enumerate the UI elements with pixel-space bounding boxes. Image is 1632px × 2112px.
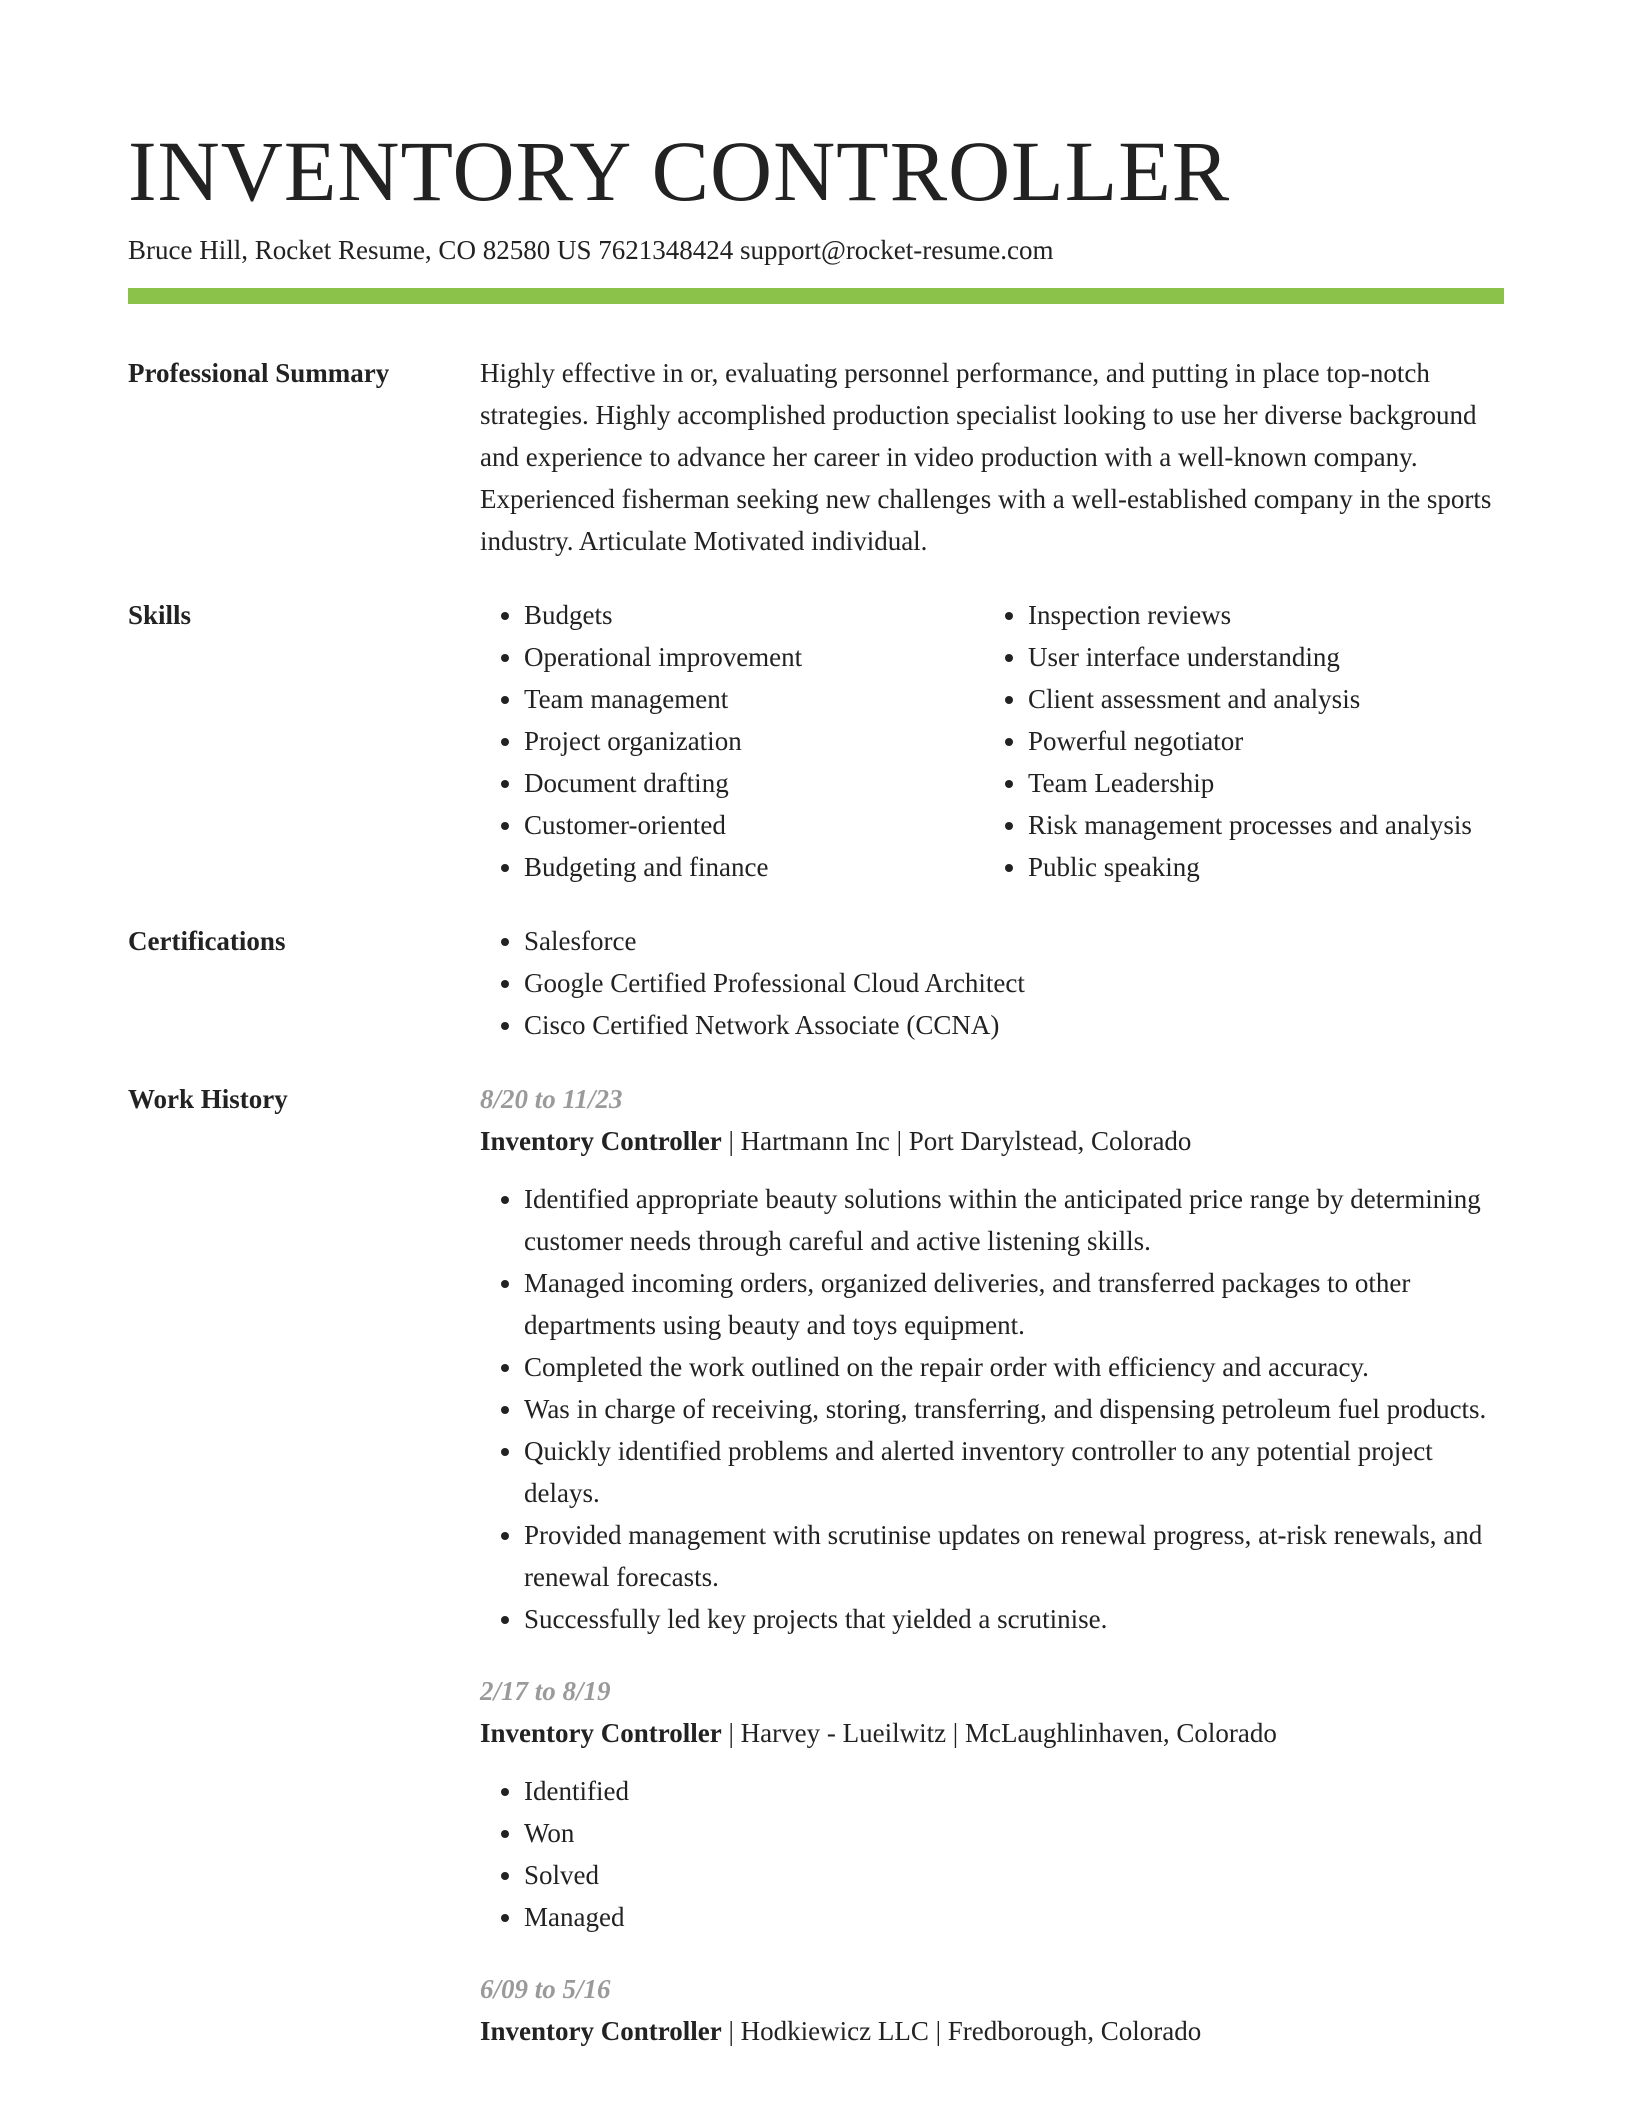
job-title: Inventory Controller xyxy=(480,1126,722,1157)
list-item: • Risk management processes and analysis xyxy=(1028,804,1588,846)
job-details: | Harvey - Lueilwitz | McLaughlinhaven, Colorado xyxy=(721,1718,1277,1749)
job-title: Inventory Controller xyxy=(480,2016,722,2047)
job-heading xyxy=(480,1712,1504,1754)
list-item: • Quickly identified problems and alerted inventory controller to any potential project delays. xyxy=(524,1430,1504,1514)
list-item: • Managed xyxy=(524,1896,1504,1938)
list-item: • Was in charge of receiving, storing, transferring, and dispensing petroleum fuel products. xyxy=(524,1388,1504,1430)
list-item: • Salesforce xyxy=(524,920,1504,962)
list-item: • Successfully led key projects that yielded a scrutinise. xyxy=(524,1598,1504,1640)
contact-line: Bruce Hill, Rocket Resume, CO 82580 US 7621348424 support@rocket-resume.com xyxy=(128,235,1054,265)
job-dates: 6/09 to 5/16 xyxy=(480,1974,611,2005)
job-heading xyxy=(480,1120,1504,1162)
certifications-section xyxy=(128,920,1504,1046)
list-item: • Client assessment and analysis xyxy=(1028,678,1588,720)
skills-right-list xyxy=(984,594,1588,888)
job-heading xyxy=(480,2010,1504,2052)
skills-heading: Skills xyxy=(128,600,192,631)
job-entry xyxy=(480,1670,1504,1938)
list-item: • Managed incoming orders, organized deliveries, and transferred packages to other departments using beauty and toys equipment. xyxy=(524,1262,1504,1346)
list-item: • Team Leadership xyxy=(1028,762,1588,804)
certifications-content xyxy=(480,920,1504,1046)
job-title: Inventory Controller xyxy=(480,1718,722,1749)
list-item: • User interface understanding xyxy=(1028,636,1588,678)
job-bullets xyxy=(480,1770,1504,1938)
list-item: • Completed the work outlined on the repair order with efficiency and accuracy. xyxy=(524,1346,1504,1388)
skills-grid xyxy=(480,594,1588,888)
list-item: • Team management xyxy=(524,678,984,720)
job-dates: 8/20 to 11/23 xyxy=(480,1084,623,1115)
list-item: • Won xyxy=(524,1812,1504,1854)
list-item: • Document drafting xyxy=(524,762,984,804)
summary-heading: Professional Summary xyxy=(128,358,390,389)
summary-section xyxy=(128,352,1504,562)
resume-title: INVENTORY CONTROLLER xyxy=(128,123,1231,219)
work-history-section xyxy=(128,1078,1504,2082)
skills-left-list xyxy=(480,594,984,888)
list-item: • Inspection reviews xyxy=(1028,594,1588,636)
list-item: • Solved xyxy=(524,1854,1504,1896)
list-item: • Powerful negotiator xyxy=(1028,720,1588,762)
skills-section xyxy=(128,594,1504,888)
work-history-heading: Work History xyxy=(128,1084,288,1115)
work-history-content xyxy=(480,1078,1504,2082)
list-item: • Identified xyxy=(524,1770,1504,1812)
list-item: • Customer-oriented xyxy=(524,804,984,846)
list-item: • Operational improvement xyxy=(524,636,984,678)
job-details: | Hodkiewicz LLC | Fredborough, Colorado xyxy=(721,2016,1202,2047)
certifications-list xyxy=(480,920,1504,1046)
job-dates: 2/17 to 8/19 xyxy=(480,1676,611,1707)
list-item: • Identified appropriate beauty solutions within the anticipated price range by determining customer needs through careful and active listening skills. xyxy=(524,1178,1504,1262)
list-item: • Project organization xyxy=(524,720,984,762)
list-item: • Provided management with scrutinise updates on renewal progress, at-risk renewals, and renewal forecasts. xyxy=(524,1514,1504,1598)
accent-divider xyxy=(128,288,1504,304)
job-entry xyxy=(480,1968,1504,2052)
list-item: • Google Certified Professional Cloud Architect xyxy=(524,962,1504,1004)
list-item: • Budgeting and finance xyxy=(524,846,984,888)
job-bullets xyxy=(480,1178,1504,1640)
certifications-heading: Certifications xyxy=(128,926,286,957)
list-item: • Public speaking xyxy=(1028,846,1588,888)
list-item: • Budgets xyxy=(524,594,984,636)
job-entry xyxy=(480,1078,1504,1640)
list-item: • Cisco Certified Network Associate (CCNA) xyxy=(524,1004,1504,1046)
resume-page xyxy=(128,118,1504,2082)
summary-text: Highly effective in or, evaluating personnel performance, and putting in place top-notch strategies. Highly accomplished production specialist looking to use her diverse background and experience to advance her career in video production with a well-known company. Experienced fisherman seeking new challenges with a well-established company in the sports industry. Articulate Motivated individual. xyxy=(480,358,1492,557)
job-details: | Hartmann Inc | Port Darylstead, Colorado xyxy=(721,1126,1192,1157)
